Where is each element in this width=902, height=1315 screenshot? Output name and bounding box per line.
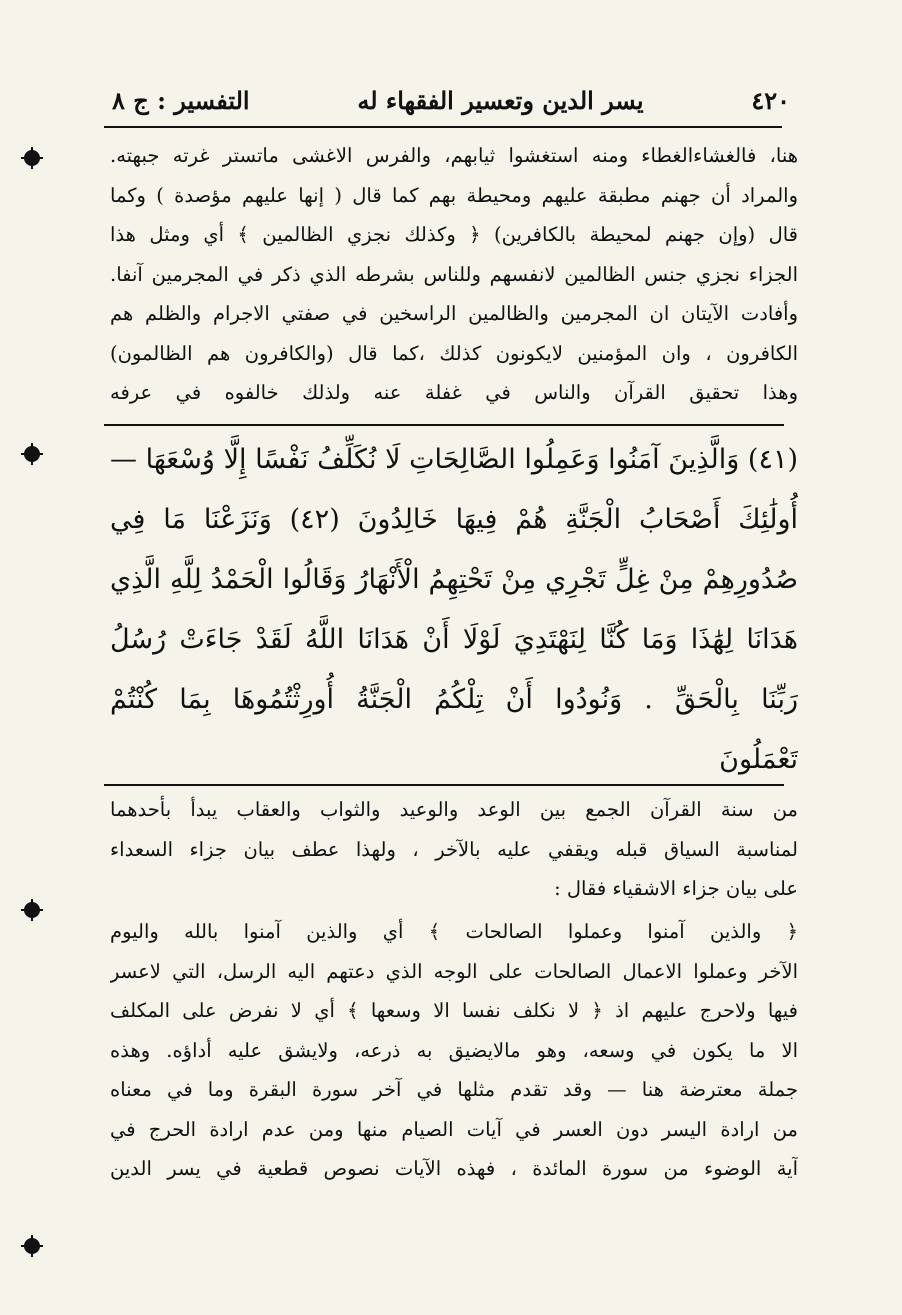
- text-line: من سنة القرآن الجمع بين الوعد والوعيد والثواب والعقاب يبدأ بأحدهما: [110, 798, 798, 821]
- quran-top-rule: [104, 424, 784, 426]
- header-rule: [104, 126, 782, 128]
- text-line: لمناسبة السياق قبله ويقفي عليه بالآخر ، ولهذا عطف بيان جزاء السعداء: [110, 837, 798, 861]
- star-mark-icon: [24, 150, 40, 166]
- commentary-top: [110, 136, 798, 413]
- book-title: يسر الدين وتعسير الفقهاء له: [357, 85, 644, 115]
- text-line: على بيان جزاء الاشقياء فقال :: [554, 877, 798, 900]
- commentary-bottom: [110, 912, 798, 1189]
- quran-verses: [110, 430, 798, 790]
- text-line: وأفادت الآيتان ان المجرمين والظالمين الراسخين في صفتي الاجرام والظلم هم: [110, 302, 798, 325]
- verse-line: رَبِّنَا بِالْحَقِّ . وَنُودُوا أَنْ تِلْكُمُ الْجَنَّةُ أُورِثْتُمُوهَا بِمَا كُنْتُمْ: [110, 684, 798, 715]
- text-line: الا ما يكون في وسعه، وهو مالايضيق به ذرعه، ولايشق عليه أداؤه. وهذه: [110, 1038, 798, 1062]
- text-line: الجزاء نجزي جنس الظالمين لانفسهم وللناس بشرطه الذي ذكر في المجرمين آنفا.: [110, 262, 798, 286]
- text-line: ﴿ والذين آمنوا وعملوا الصالحات ﴾ أي والذين آمنوا بالله واليوم: [110, 920, 798, 943]
- text-line: وهذا تحقيق القرآن والناس في غفلة عنه ولذلك خالفوه في عرفه: [110, 381, 798, 404]
- quran-bottom-rule: [104, 784, 784, 786]
- text-line: فيها ولاحرج عليهم اذ ﴿ لا نكلف نفسا الا وسعها ﴾ أي لا نفرض على المكلف: [110, 999, 798, 1022]
- verse-line: (٤١) وَالَّذِينَ آمَنُوا وَعَمِلُوا الصَّالِحَاتِ لَا نُكَلِّفُ نَفْسًا إِلَّا وُسْعَهَا —: [110, 444, 798, 475]
- verse-line: أُولَٰئِكَ أَصْحَابُ الْجَنَّةِ هُمْ فِيهَا خَالِدُونَ (٤٢) وَنَزَعْنَا مَا فِي: [110, 504, 798, 535]
- text-line: آية الوضوء من سورة المائدة ، فهذه الآيات نصوص قطعية في يسر الدين: [110, 1157, 798, 1180]
- section-label: التفسير : ج ٨: [112, 85, 250, 115]
- text-line: هنا، فالغشاءالغطاء ومنه استغشوا ثيابهم، والفرس الاغشى ماتستر غرته جبهته.: [110, 144, 798, 167]
- verse-line: تَعْمَلُونَ: [719, 744, 798, 775]
- text-line: الآخر وعملوا الاعمال الصالحات على الوجه الذي دعتهم اليه الرسل، التي لاعسر: [110, 959, 798, 983]
- star-mark-icon: [24, 1238, 40, 1254]
- text-line: جملة معترضة هنا — وقد تقدم مثلها في آخر سورة البقرة وما في معناه: [110, 1078, 798, 1101]
- verse-line: صُدُورِهِمْ مِنْ غِلٍّ تَجْرِي مِنْ تَحْتِهِمُ الْأَنْهَارُ وَقَالُوا الْحَمْدُ لِلَّهِ الَّذِي: [110, 564, 798, 595]
- text-line: من ارادة اليسر دون العسر في آيات الصيام منها ومن عدم ارادة الحرج في: [110, 1117, 798, 1141]
- text-line: قال (وإن جهنم لمحيطة بالكافرين) ﴿ وكذلك نجزي الظالمين ﴾ أي ومثل هذا: [110, 223, 798, 246]
- verse-line: هَدَانَا لِهَٰذَا وَمَا كُنَّا لِنَهْتَدِيَ لَوْلَا أَنْ هَدَانَا اللَّهُ لَقَدْ جَاءَتْ رُسُلُ: [110, 624, 798, 655]
- page-header: [112, 78, 790, 122]
- commentary-intro: [110, 790, 798, 909]
- text-line: الكافرون ، وان المؤمنين لايكونون كذلك ،كما قال (والكافرون هم الظالمون): [110, 341, 798, 365]
- star-mark-icon: [24, 446, 40, 462]
- star-mark-icon: [24, 902, 40, 918]
- page-number: ٤٢٠: [751, 85, 790, 115]
- text-line: والمراد أن جهنم مطبقة عليهم ومحيطة بهم كما قال ( إنها عليهم مؤصدة ) وكما: [110, 183, 798, 207]
